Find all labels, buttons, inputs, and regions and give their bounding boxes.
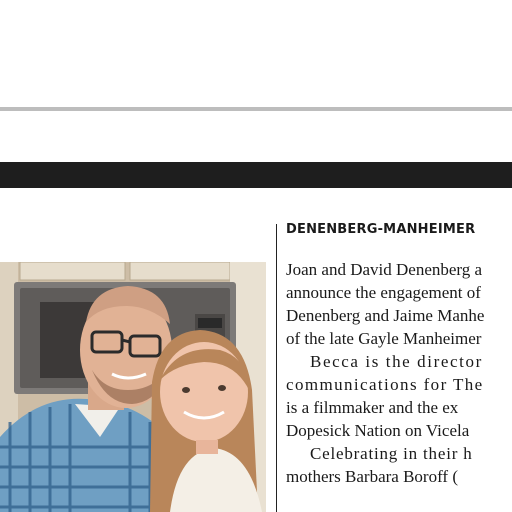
section-black-bar: [0, 162, 512, 188]
top-gray-rule: [0, 107, 512, 111]
body-line: is a filmmaker and the ex: [286, 398, 459, 417]
body-line: Dopesick Nation on Vicela: [286, 421, 470, 440]
body-line: of the late Gayle Manheimer: [286, 329, 482, 348]
body-line: announce the engagement of: [286, 283, 481, 302]
engagement-photo: [0, 262, 266, 512]
announcement-headline: DENENBERG-MANHEIMER: [286, 222, 476, 237]
column-divider: [276, 224, 277, 512]
body-line: Becca is the director: [310, 352, 483, 371]
body-line: Denenberg and Jaime Manhe: [286, 306, 485, 325]
body-line: Celebrating in their h: [310, 444, 473, 463]
announcement-body: [286, 258, 512, 488]
body-line: communications for The: [286, 375, 484, 394]
body-line: Joan and David Denenberg a: [286, 260, 483, 279]
body-line: mothers Barbara Boroff (: [286, 467, 458, 486]
